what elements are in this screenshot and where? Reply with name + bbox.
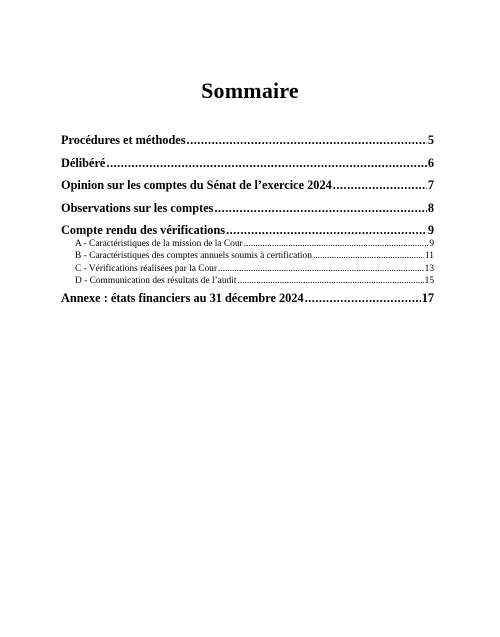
toc-leader-dots [226,222,427,238]
toc-leader-dots [305,290,421,306]
toc-leader-dots [237,275,423,287]
toc-entry-page: 8 [427,200,434,215]
toc-leader-dots [244,238,429,250]
toc-entry-label: Annexe : états financiers au 31 décembre 2024 [61,290,304,305]
toc-subentry-d[interactable] [61,275,434,290]
toc-subentry-page: 15 [424,275,434,286]
toc-entry-label: Observations sur les comptes [61,200,214,215]
toc-entry-page: 7 [427,178,434,192]
toc-subentry-label: A - Caractéristiques de la mission de la Cour [75,239,243,249]
toc-entry-procedures[interactable] [61,132,434,155]
toc-leader-dots [187,132,427,148]
toc-leader-dots [218,263,424,275]
toc-leader-dots [214,200,426,216]
toc-entry-label: Procédures et méthodes [61,133,186,147]
toc-subentry-label: C - Vérifications réalisées par la Cour [75,263,217,274]
toc-subentry-page: 9 [429,239,434,249]
toc-leader-dots [333,177,427,193]
toc-entry-observations[interactable] [61,200,434,223]
toc-entry-annexe[interactable] [61,290,434,313]
toc-entry-page: 6 [427,155,434,170]
toc-entry-compte-rendu[interactable] [61,222,434,238]
toc-subentry-label: B - Caractéristiques des comptes annuels soumis à certification [75,251,312,262]
toc-subentry-label: D - Communication des résultats de l’audit [75,275,237,286]
toc-leader-dots [313,250,424,262]
toc-entry-page: 9 [427,223,434,237]
toc-entry-label: Délibéré [61,155,106,170]
toc-entry-page: 17 [421,290,434,305]
table-of-contents [61,132,434,312]
page-title: Sommaire [201,78,299,103]
toc-entry-label: Compte rendu des vérifications [61,223,226,237]
toc-entry-label: Opinion sur les comptes du Sénat de l’exercice 2024 [61,178,332,192]
toc-entry-opinion[interactable] [61,177,434,200]
toc-entry-page: 5 [427,133,434,147]
toc-entry-delibere[interactable] [61,155,434,178]
toc-subentry-c[interactable] [61,263,434,275]
toc-subentry-page: 11 [424,251,434,262]
toc-subentry-b[interactable] [61,250,434,262]
toc-subentry-a[interactable] [61,238,434,250]
toc-leader-dots [106,155,426,171]
toc-subentry-page: 13 [424,263,434,274]
